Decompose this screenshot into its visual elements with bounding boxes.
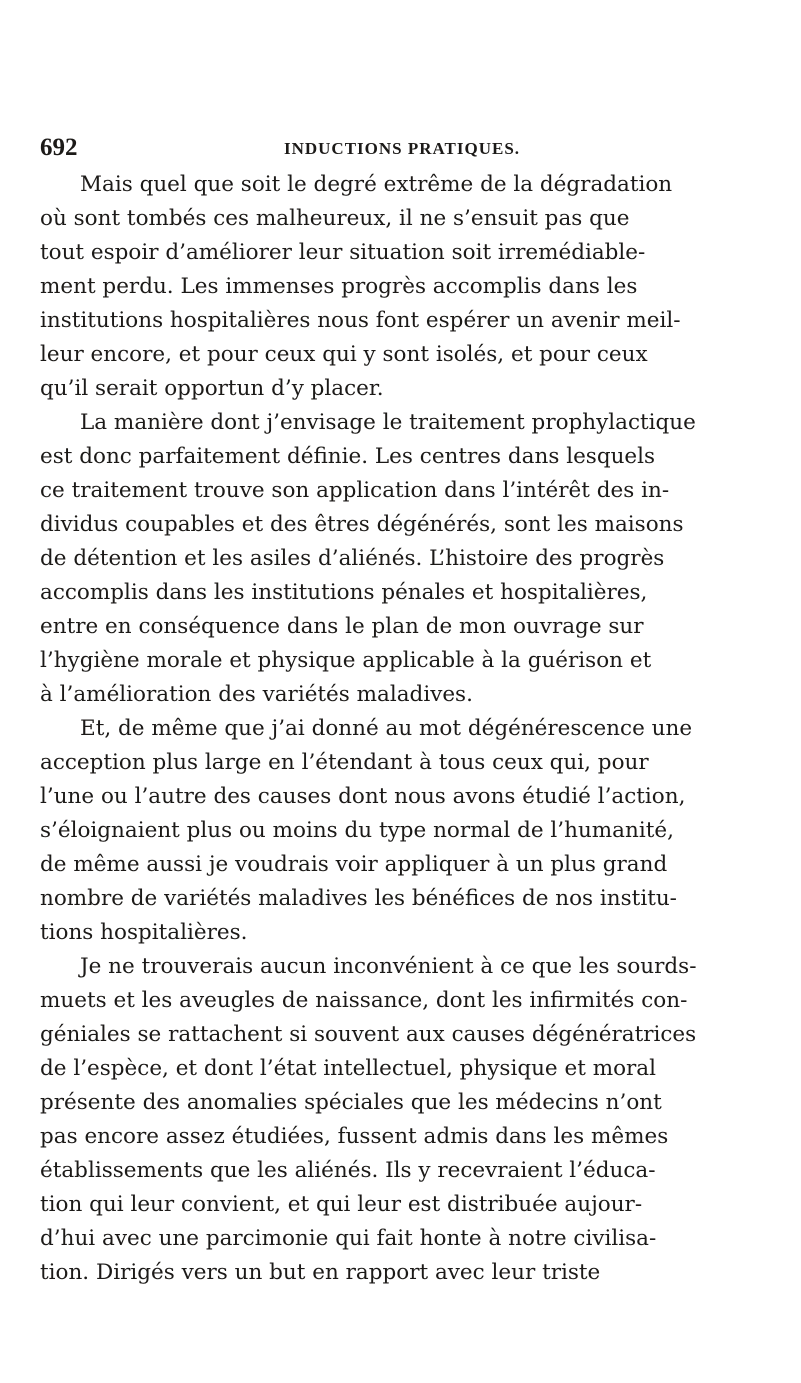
text-line: ment perdu. Les immenses progrès accomplis dans les [40, 274, 638, 299]
text-line: entre en conséquence dans le plan de mon ouvrage sur [40, 614, 644, 639]
text-line: muets et les aveugles de naissance, dont les infirmités con- [40, 988, 688, 1013]
text-line: l’une ou l’autre des causes dont nous avons étudié l’action, [40, 784, 686, 809]
running-title: INDUCTIONS PRATIQUES. [283, 139, 521, 158]
text-line: tion qui leur convient, et qui leur est distribuée aujour- [40, 1192, 643, 1217]
page-number: 692 [40, 134, 78, 161]
text-line: ce traitement trouve son application dans l’intérêt des in- [40, 478, 670, 503]
text-line: est donc parfaitement définie. Les centres dans lesquels [40, 444, 656, 469]
text-line: acception plus large en l’étendant à tous ceux qui, pour [40, 750, 649, 775]
text-line: dividus coupables et des êtres dégénérés, sont les maisons [40, 512, 684, 537]
text-line: tion. Dirigés vers un but en rapport avec leur triste [40, 1260, 601, 1285]
page-header [40, 134, 764, 164]
text-line: tout espoir d’améliorer leur situation soit irremédiable- [40, 240, 646, 265]
text-line: Et, de même que j’ai donné au mot dégénérescence une [80, 716, 693, 741]
text-line: d’hui avec une parcimonie qui fait honte à notre civilisa- [40, 1226, 657, 1251]
text-line: l’hygiène morale et physique applicable à la guérison et [40, 648, 652, 673]
text-line: de détention et les asiles d’aliénés. L’histoire des progrès [40, 546, 665, 571]
text-line: leur encore, et pour ceux qui y sont isolés, et pour ceux [40, 342, 648, 367]
text-line: où sont tombés ces malheureux, il ne s’ensuit pas que [40, 206, 630, 231]
text-line: Je ne trouverais aucun inconvénient à ce que les sourds- [80, 954, 697, 979]
text-line: présente des anomalies spéciales que les médecins n’ont [40, 1090, 662, 1115]
body-text [40, 168, 764, 1290]
text-line: La manière dont j’envisage le traitement prophylactique [80, 410, 696, 435]
text-line: s’éloignaient plus ou moins du type normal de l’humanité, [40, 818, 674, 843]
text-line: de l’espèce, et dont l’état intellectuel, physique et moral [40, 1056, 656, 1081]
text-line: de même aussi je voudrais voir appliquer à un plus grand [40, 852, 668, 877]
text-line: accomplis dans les institutions pénales et hospitalières, [40, 580, 648, 605]
text-line: Mais quel que soit le degré extrême de la dégradation [80, 172, 673, 197]
text-line: tions hospitalières. [40, 920, 248, 945]
text-line: à l’amélioration des variétés maladives. [40, 682, 473, 707]
text-line: pas encore assez étudiées, fussent admis dans les mêmes [40, 1124, 669, 1149]
text-line: nombre de variétés maladives les bénéfices de nos institu- [40, 886, 677, 911]
text-line: institutions hospitalières nous font espérer un avenir meil- [40, 308, 681, 333]
text-line: qu’il serait opportun d’y placer. [40, 376, 384, 401]
text-line: établissements que les aliénés. Ils y recevraient l’éduca- [40, 1158, 656, 1183]
text-line: géniales se rattachent si souvent aux causes dégénératrices [40, 1022, 697, 1047]
